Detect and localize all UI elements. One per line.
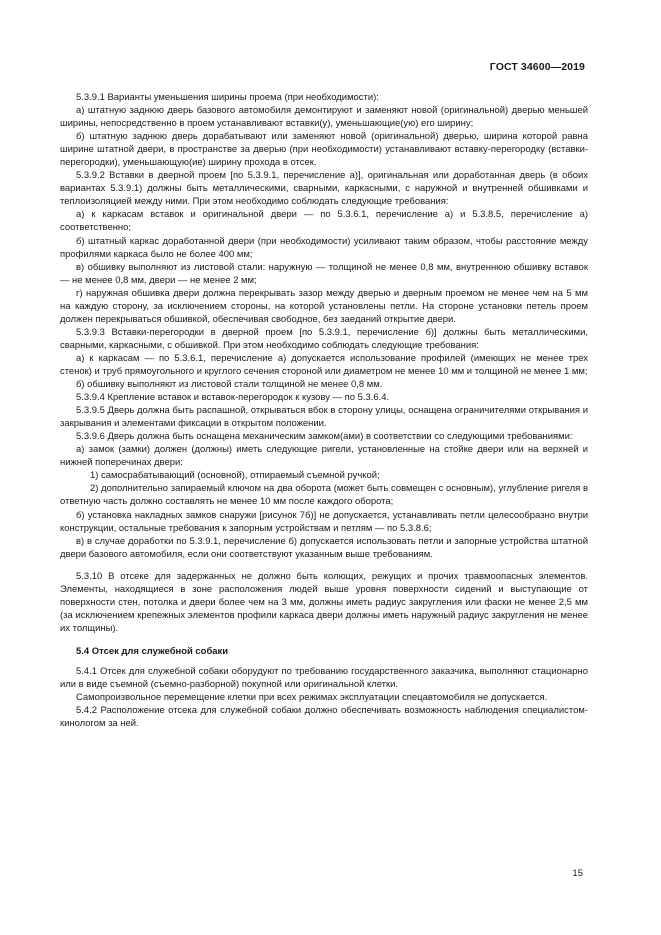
paragraph: а) к каркасам вставок и оригинальной двери — по 5.3.6.1, перечисление а) и 5.3.8.5, перечисление а) соответственно;	[60, 209, 588, 234]
paragraph: 5.3.10 В отсеке для задержанных не должно быть колющих, режущих и прочих травмоопасных элементов. Элементы, находящиеся в зоне расположения людей выше уровня поверхности сидений и выступающие от поверхности стен, потолка и двери более чем на 3 мм, должны иметь радиус закругления или фаски не менее 2,5 мм (за исключением крепежных элементов профили каркаса двери должны иметь наружный радиус закругления не менее их толщины).	[60, 570, 588, 634]
document-body	[60, 91, 588, 730]
paragraph: а) штатную заднюю дверь базового автомобиля демонтируют и заменяют новой (оригинальной) дверью меньшей ширины, непосредственно в проем устанавливают вставки(у), уменьшающие(ую) его ширину;	[60, 105, 588, 130]
section-5-4-text	[60, 665, 588, 730]
paragraph: в) в случае доработки по 5.3.9.1, перечисление б) допускается использовать петли и запорные устройства штатной двери базового автомобиля, если они соответствуют указанным выше требованиям.	[60, 535, 588, 560]
document-code-header: ГОСТ 34600—2019	[489, 61, 585, 73]
paragraph: 5.3.9.2 Вставки в дверной проем [по 5.3.9.1, перечисление а)], оригинальная или доработанная дверь (в обоих вариантах 5.3.9.1) должны быть металлическими, сварными, каркасными, с наружной и внутренней обшивками и теплоизоляцией между ними. При этом необходимо соблюдать следующие требования:	[60, 170, 588, 208]
paragraph: б) штатную заднюю дверь дорабатывают или заменяют новой (оригинальной) дверью, ширина которой равна ширине штатной двери, в пространстве за дверью (при необходимости) устанавливают вставку-перегородку (вставки-перегородки), уменьшающую(ие) ширину прохода в отсек.	[60, 131, 588, 169]
paragraph: 5.3.9.3 Вставки-перегородки в дверной проем [по 5.3.9.1, перечисление б)] должны быть металлическими, сварными, каркасными, с обшивкой. При этом необходимо соблюдать следующие требования:	[60, 326, 588, 351]
section-heading: 5.4 Отсек для служебной собаки	[76, 645, 229, 657]
paragraph: г) наружная обшивка двери должна перекрывать зазор между дверью и дверным проемом не менее чем на 5 мм на каждую сторону, за исключением стороны, на которой установлены петли. На стороне установки петель проем должен перекрываться обшивкой, обеспечивая свободное, без заеданий открытие двери.	[60, 287, 588, 325]
paragraph: Самопроизвольное перемещение клетки при всех режимах эксплуатации спецавтомобиля не допускается.	[76, 692, 548, 704]
paragraph: 5.3.9.1 Варианты уменьшения ширины проема (при необходимости):	[76, 92, 379, 103]
paragraph: б) штатный каркас доработанной двери (при необходимости) усиливают таким образом, чтобы расстояние между профилями каркаса было не более 400 мм;	[60, 235, 588, 260]
paragraph: б) установка накладных замков снаружи [рисунок 7б)] не допускается, устанавливать петли целесообразно внутри конструкции, остальные требования к запорным устройствам и петлям — по 5.3.8.6;	[60, 509, 588, 534]
paragraph: а) к каркасам — по 5.3.6.1, перечисление а) допускается использование профилей (имеющих не менее трех стенок) и труб прямоугольного и круглого сечения стороной или диаметром не менее 10 мм и толщиной не менее 1 мм;	[60, 352, 588, 377]
paragraph: в) обшивку выполняют из листовой стали: наружную — толщиной не менее 0,8 мм, внутреннюю обшивку вставок — не менее 0,8 мм, двери — не менее 2 мм;	[60, 261, 588, 286]
section-5-3-9-text	[60, 91, 588, 635]
paragraph: 5.4.1 Отсек для служебной собаки оборудуют по требованию государственного заказчика, выполняют стационарно или в виде съемной (съемно-разборной) покупной или оригинальной клетки.	[60, 665, 588, 690]
page-number: 15	[572, 868, 583, 879]
paragraph: 5.3.9.6 Дверь должна быть оснащена механическим замком(ами) в соответствии со следующими требованиями:	[76, 431, 573, 443]
paragraph: б) обшивку выполняют из листовой стали толщиной не менее 0,8 мм.	[76, 379, 383, 391]
paragraph: 2) дополнительно запираемый ключом на два оборота (может быть совмещен с основным), углубление ригеля в ответную часть должно составлять не менее 10 мм после каждого оборота;	[60, 483, 588, 508]
paragraph: 5.4.2 Расположение отсека для служебной собаки должно обеспечивать возможность наблюдения специалистом-кинологом за ней.	[60, 705, 588, 730]
paragraph: 5.3.9.4 Крепление вставок и вставок-перегородок к кузову — по 5.3.6.4.	[76, 392, 390, 404]
paragraph: 1) самосрабатывающий (основной), отпираемый съемной ручкой;	[90, 470, 380, 482]
paragraph: а) замок (замки) должен (должны) иметь следующие ригели, установленные на стойке двери или на верхней и нижней поперечинах двери:	[60, 444, 588, 469]
paragraph: 5.3.9.5 Дверь должна быть распашной, открываться вбок в сторону улицы, оснащена ограничителями открывания и закрывания и элементами фиксации в открытом положении.	[60, 405, 588, 430]
